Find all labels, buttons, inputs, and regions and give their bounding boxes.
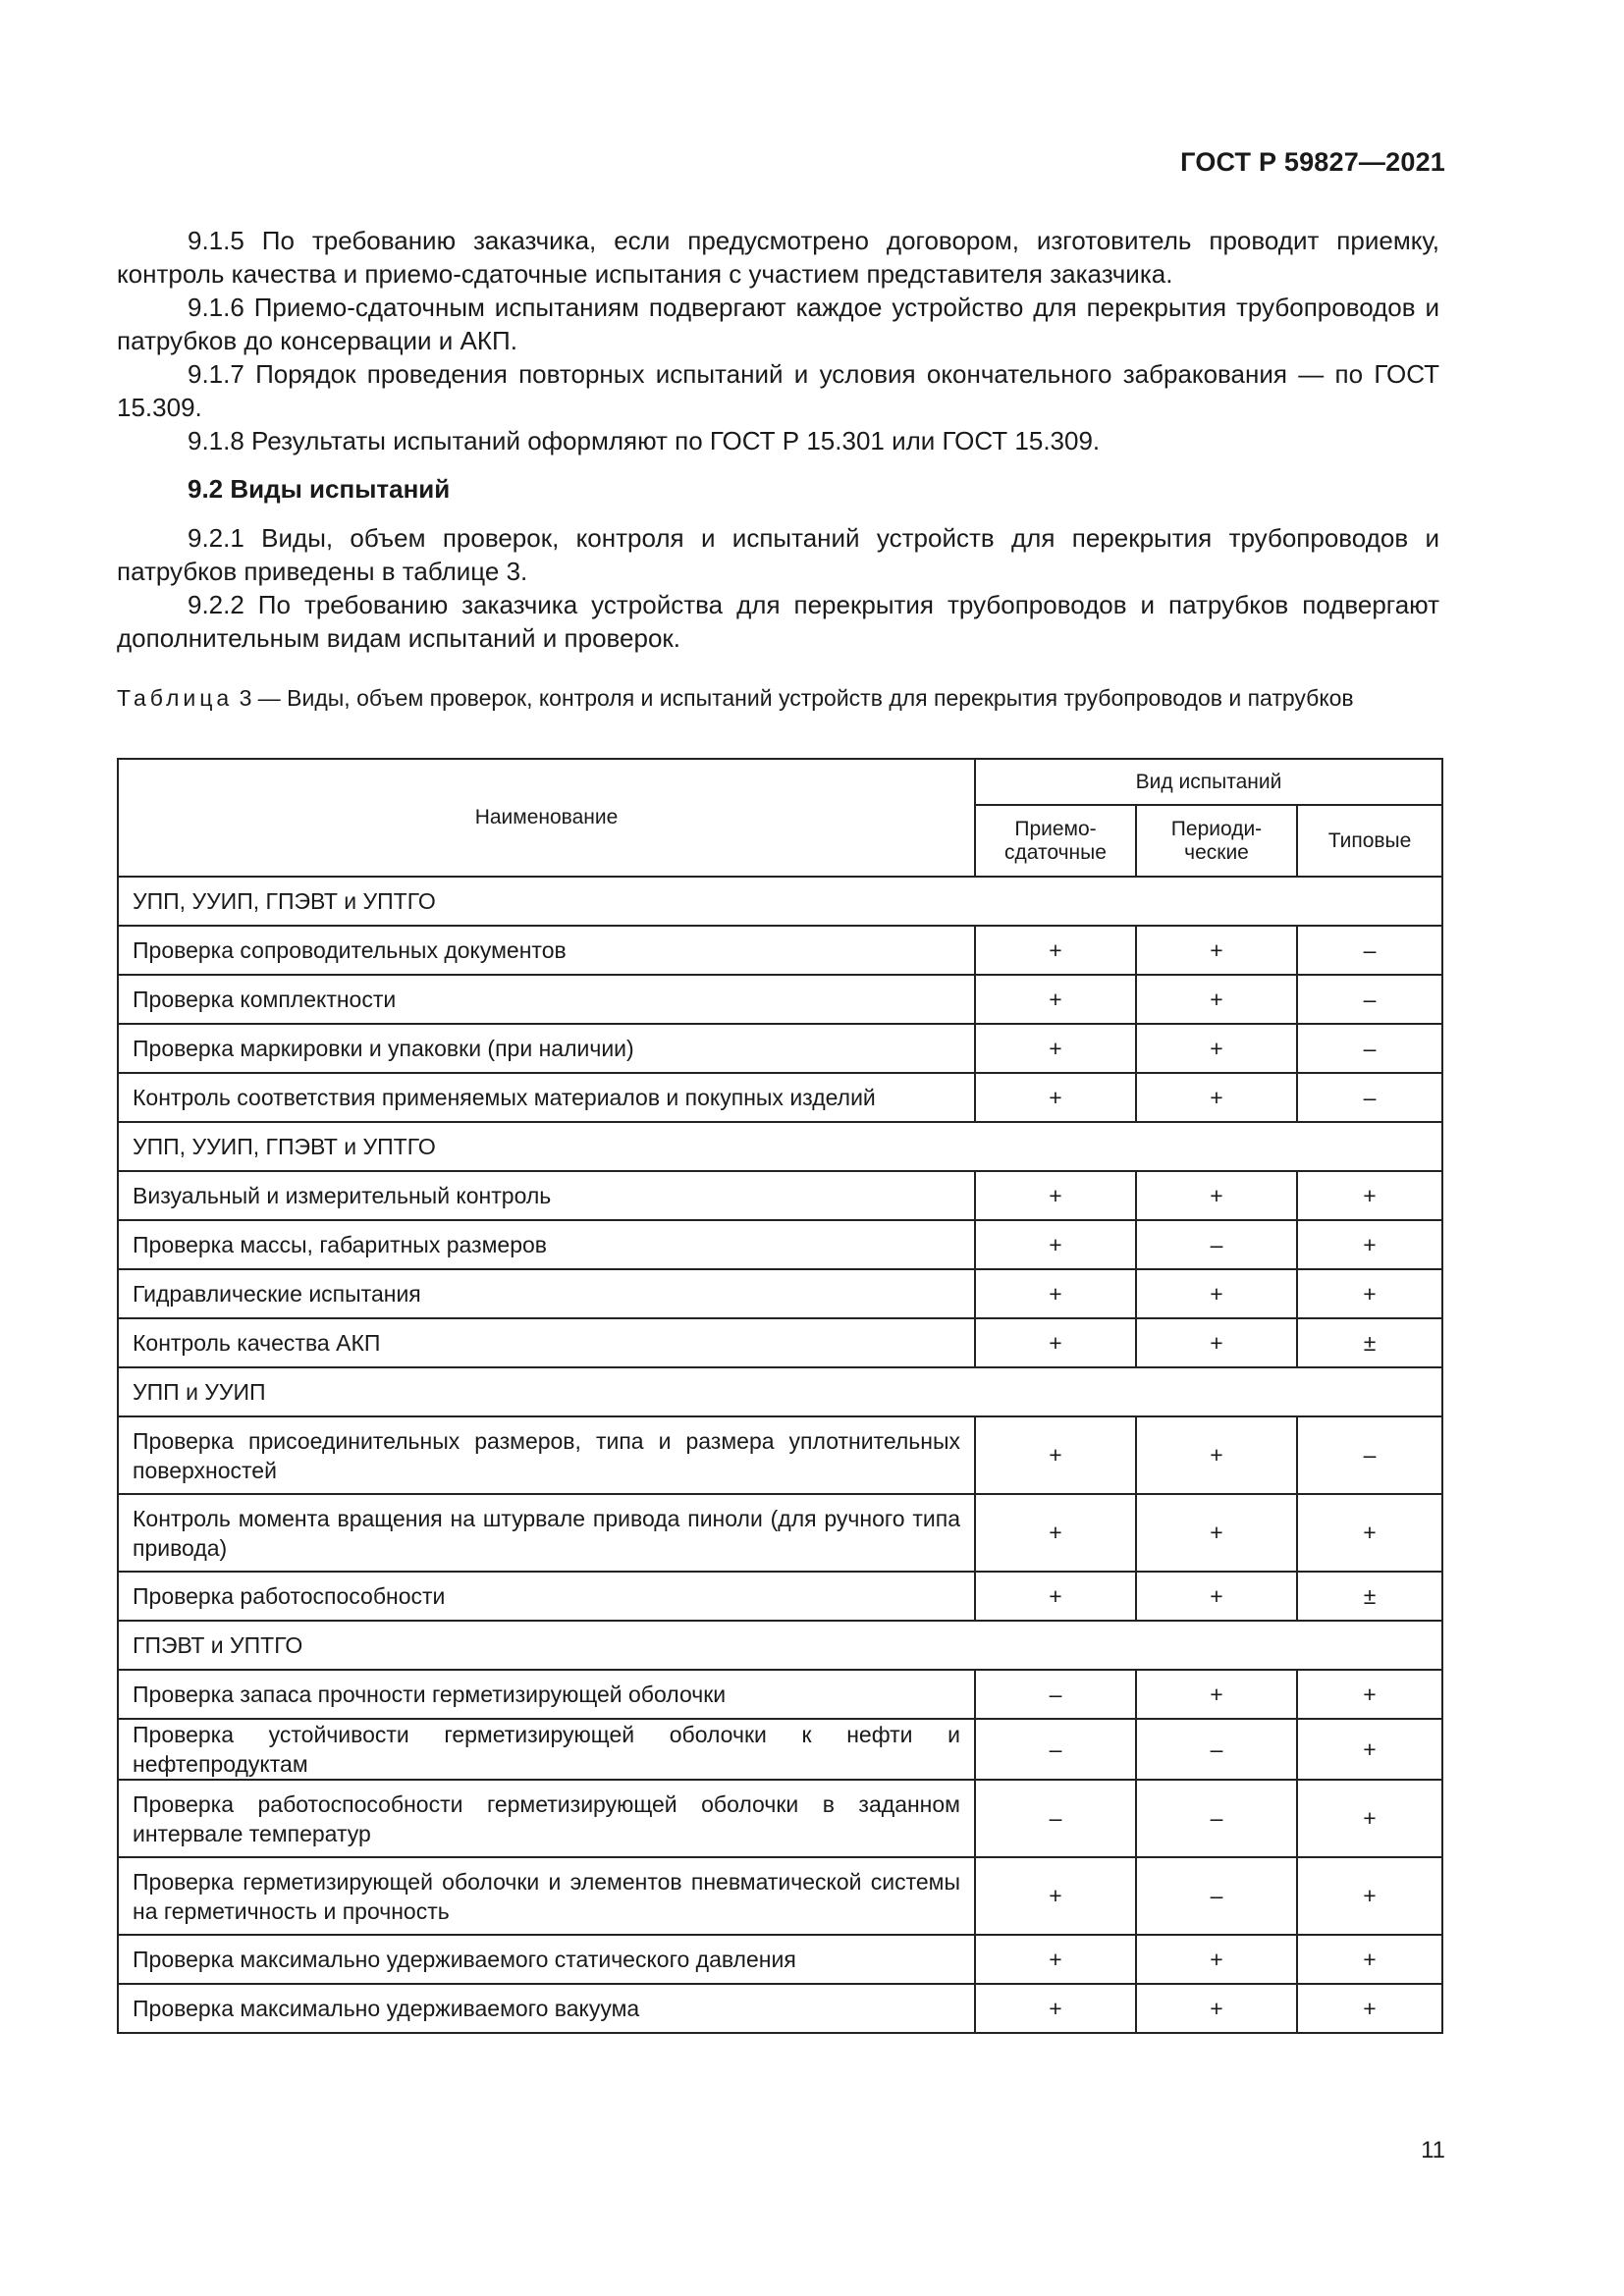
- periodic-mark: +: [1136, 1269, 1297, 1318]
- body-text: [117, 224, 1439, 655]
- periodic-mark: +: [1136, 1670, 1297, 1719]
- acceptance-mark: +: [975, 1494, 1136, 1572]
- type-mark: +: [1297, 1171, 1442, 1220]
- table-row: [118, 1416, 1442, 1494]
- row-name: Проверка запаса прочности герметизирующей оболочки: [118, 1670, 975, 1719]
- group-label: ГПЭВТ и УПТГО: [118, 1621, 1442, 1670]
- row-name: Проверка работоспособности герметизирующей оболочки в заданном интервале температур: [118, 1780, 975, 1857]
- acceptance-mark: +: [975, 1572, 1136, 1621]
- acceptance-mark: +: [975, 975, 1136, 1024]
- row-name: Проверка присоединительных размеров, типа и размера уплотнительных поверхностей: [118, 1416, 975, 1494]
- acceptance-mark: +: [975, 1935, 1136, 1984]
- type-mark: +: [1297, 1719, 1442, 1780]
- type-mark: +: [1297, 1984, 1442, 2033]
- table-group-row: [118, 1367, 1442, 1416]
- acceptance-mark: –: [975, 1670, 1136, 1719]
- document-code: ГОСТ Р 59827—2021: [1180, 147, 1445, 177]
- type-mark: –: [1297, 1416, 1442, 1494]
- periodic-mark: +: [1136, 1416, 1297, 1494]
- acceptance-mark: +: [975, 1024, 1136, 1073]
- acceptance-mark: +: [975, 1984, 1136, 2033]
- table-row: [118, 1318, 1442, 1367]
- periodic-mark: +: [1136, 1494, 1297, 1572]
- page-number: 11: [1421, 2137, 1445, 2163]
- row-name: Проверка максимально удерживаемого вакуума: [118, 1984, 975, 2033]
- row-name: Визуальный и измерительный контроль: [118, 1171, 975, 1220]
- periodic-mark: +: [1136, 1171, 1297, 1220]
- table-row: [118, 1494, 1442, 1572]
- row-name: Контроль момента вращения на штурвале привода пиноли (для ручного типа привода): [118, 1494, 975, 1572]
- acceptance-mark: +: [975, 1073, 1136, 1122]
- type-mark: +: [1297, 1857, 1442, 1935]
- column-header-name: Наименование: [118, 759, 975, 877]
- acceptance-mark: +: [975, 1416, 1136, 1494]
- periodic-mark: +: [1136, 1984, 1297, 2033]
- table-caption-label: Таблица: [117, 685, 234, 711]
- acceptance-mark: +: [975, 1269, 1136, 1318]
- row-name: Проверка максимально удерживаемого статического давления: [118, 1935, 975, 1984]
- periodic-mark: +: [1136, 1572, 1297, 1621]
- table-row: [118, 1935, 1442, 1984]
- row-name: Гидравлические испытания: [118, 1269, 975, 1318]
- table-caption: [117, 683, 1439, 713]
- table-row: [118, 926, 1442, 975]
- type-mark: +: [1297, 1269, 1442, 1318]
- paragraph: 9.1.5 По требованию заказчика, если предусмотрено договором, изготовитель проводит приемку, контроль качества и приемо-сдаточные испытания с участием представителя заказчика.: [117, 226, 1439, 289]
- column-header-test-type: Вид испытаний: [975, 759, 1442, 805]
- table-caption-text: 3 — Виды, объем проверок, контроля и испытаний устройств для перекрытия трубопроводов и патрубков: [233, 685, 1354, 711]
- periodic-mark: +: [1136, 975, 1297, 1024]
- type-mark: +: [1297, 1220, 1442, 1269]
- type-mark: ±: [1297, 1572, 1442, 1621]
- table-row: [118, 1073, 1442, 1122]
- type-mark: +: [1297, 1670, 1442, 1719]
- acceptance-mark: +: [975, 1220, 1136, 1269]
- column-header-acceptance: Приемо-сдаточные: [975, 805, 1136, 877]
- row-name: Контроль качества АКП: [118, 1318, 975, 1367]
- tests-table: [117, 758, 1443, 2034]
- periodic-mark: +: [1136, 1024, 1297, 1073]
- periodic-mark: –: [1136, 1780, 1297, 1857]
- periodic-mark: –: [1136, 1719, 1297, 1780]
- table-row: [118, 1572, 1442, 1621]
- group-label: УПП, УУИП, ГПЭВТ и УПТГО: [118, 877, 1442, 926]
- table-group-row: [118, 1122, 1442, 1171]
- row-name: Контроль соответствия применяемых материалов и покупных изделий: [118, 1073, 975, 1122]
- paragraph: 9.1.8 Результаты испытаний оформляют по ГОСТ Р 15.301 или ГОСТ 15.309.: [188, 426, 1101, 455]
- periodic-mark: +: [1136, 1935, 1297, 1984]
- table-row: [118, 975, 1442, 1024]
- paragraph: 9.1.7 Порядок проведения повторных испытаний и условия окончательного забракования — по ГОСТ 15.309.: [117, 359, 1439, 422]
- table-body: [118, 877, 1442, 2033]
- row-name: Проверка маркировки и упаковки (при наличии): [118, 1024, 975, 1073]
- type-mark: +: [1297, 1780, 1442, 1857]
- table-row: [118, 1171, 1442, 1220]
- table-row: [118, 1220, 1442, 1269]
- table-row: [118, 1857, 1442, 1935]
- periodic-mark: –: [1136, 1220, 1297, 1269]
- table-row: [118, 1984, 1442, 2033]
- group-label: УПП, УУИП, ГПЭВТ и УПТГО: [118, 1122, 1442, 1171]
- periodic-mark: –: [1136, 1857, 1297, 1935]
- row-name: Проверка герметизирующей оболочки и элементов пневматической системы на герметичность и прочность: [118, 1857, 975, 1935]
- acceptance-mark: +: [975, 1318, 1136, 1367]
- periodic-mark: +: [1136, 1073, 1297, 1122]
- row-name: Проверка комплектности: [118, 975, 975, 1024]
- type-mark: +: [1297, 1494, 1442, 1572]
- type-mark: ±: [1297, 1318, 1442, 1367]
- table-row: [118, 1024, 1442, 1073]
- row-name: Проверка сопроводительных документов: [118, 926, 975, 975]
- table-group-row: [118, 1621, 1442, 1670]
- table-group-row: [118, 877, 1442, 926]
- acceptance-mark: –: [975, 1780, 1136, 1857]
- section-heading: 9.2 Виды испытаний: [188, 474, 451, 504]
- row-name: Проверка массы, габаритных размеров: [118, 1220, 975, 1269]
- paragraph: 9.2.1 Виды, объем проверок, контроля и испытаний устройств для перекрытия трубопроводов и патрубков приведены в таблице 3.: [117, 523, 1439, 586]
- paragraph: 9.1.6 Приемо-сдаточным испытаниям подвергают каждое устройство для перекрытия трубопроводов и патрубков до консервации и АКП.: [117, 293, 1439, 355]
- type-mark: –: [1297, 926, 1442, 975]
- periodic-mark: +: [1136, 1318, 1297, 1367]
- table-row: [118, 1670, 1442, 1719]
- table-row: [118, 1780, 1442, 1857]
- column-header-type: Типовые: [1297, 805, 1442, 877]
- paragraph: 9.2.2 По требованию заказчика устройства для перекрытия трубопроводов и патрубков подвергают дополнительным видам испытаний и проверок.: [117, 590, 1439, 653]
- row-name: Проверка устойчивости герметизирующей оболочки к нефти и нефтепродуктам: [118, 1719, 975, 1780]
- acceptance-mark: +: [975, 1857, 1136, 1935]
- column-header-periodic: Периоди-ческие: [1136, 805, 1297, 877]
- type-mark: –: [1297, 1073, 1442, 1122]
- table-row: [118, 1269, 1442, 1318]
- group-label: УПП и УУИП: [118, 1367, 1442, 1416]
- acceptance-mark: +: [975, 1171, 1136, 1220]
- acceptance-mark: +: [975, 926, 1136, 975]
- table-row: [118, 1719, 1442, 1780]
- row-name: Проверка работоспособности: [118, 1572, 975, 1621]
- acceptance-mark: –: [975, 1719, 1136, 1780]
- periodic-mark: +: [1136, 926, 1297, 975]
- type-mark: +: [1297, 1935, 1442, 1984]
- type-mark: –: [1297, 1024, 1442, 1073]
- type-mark: –: [1297, 975, 1442, 1024]
